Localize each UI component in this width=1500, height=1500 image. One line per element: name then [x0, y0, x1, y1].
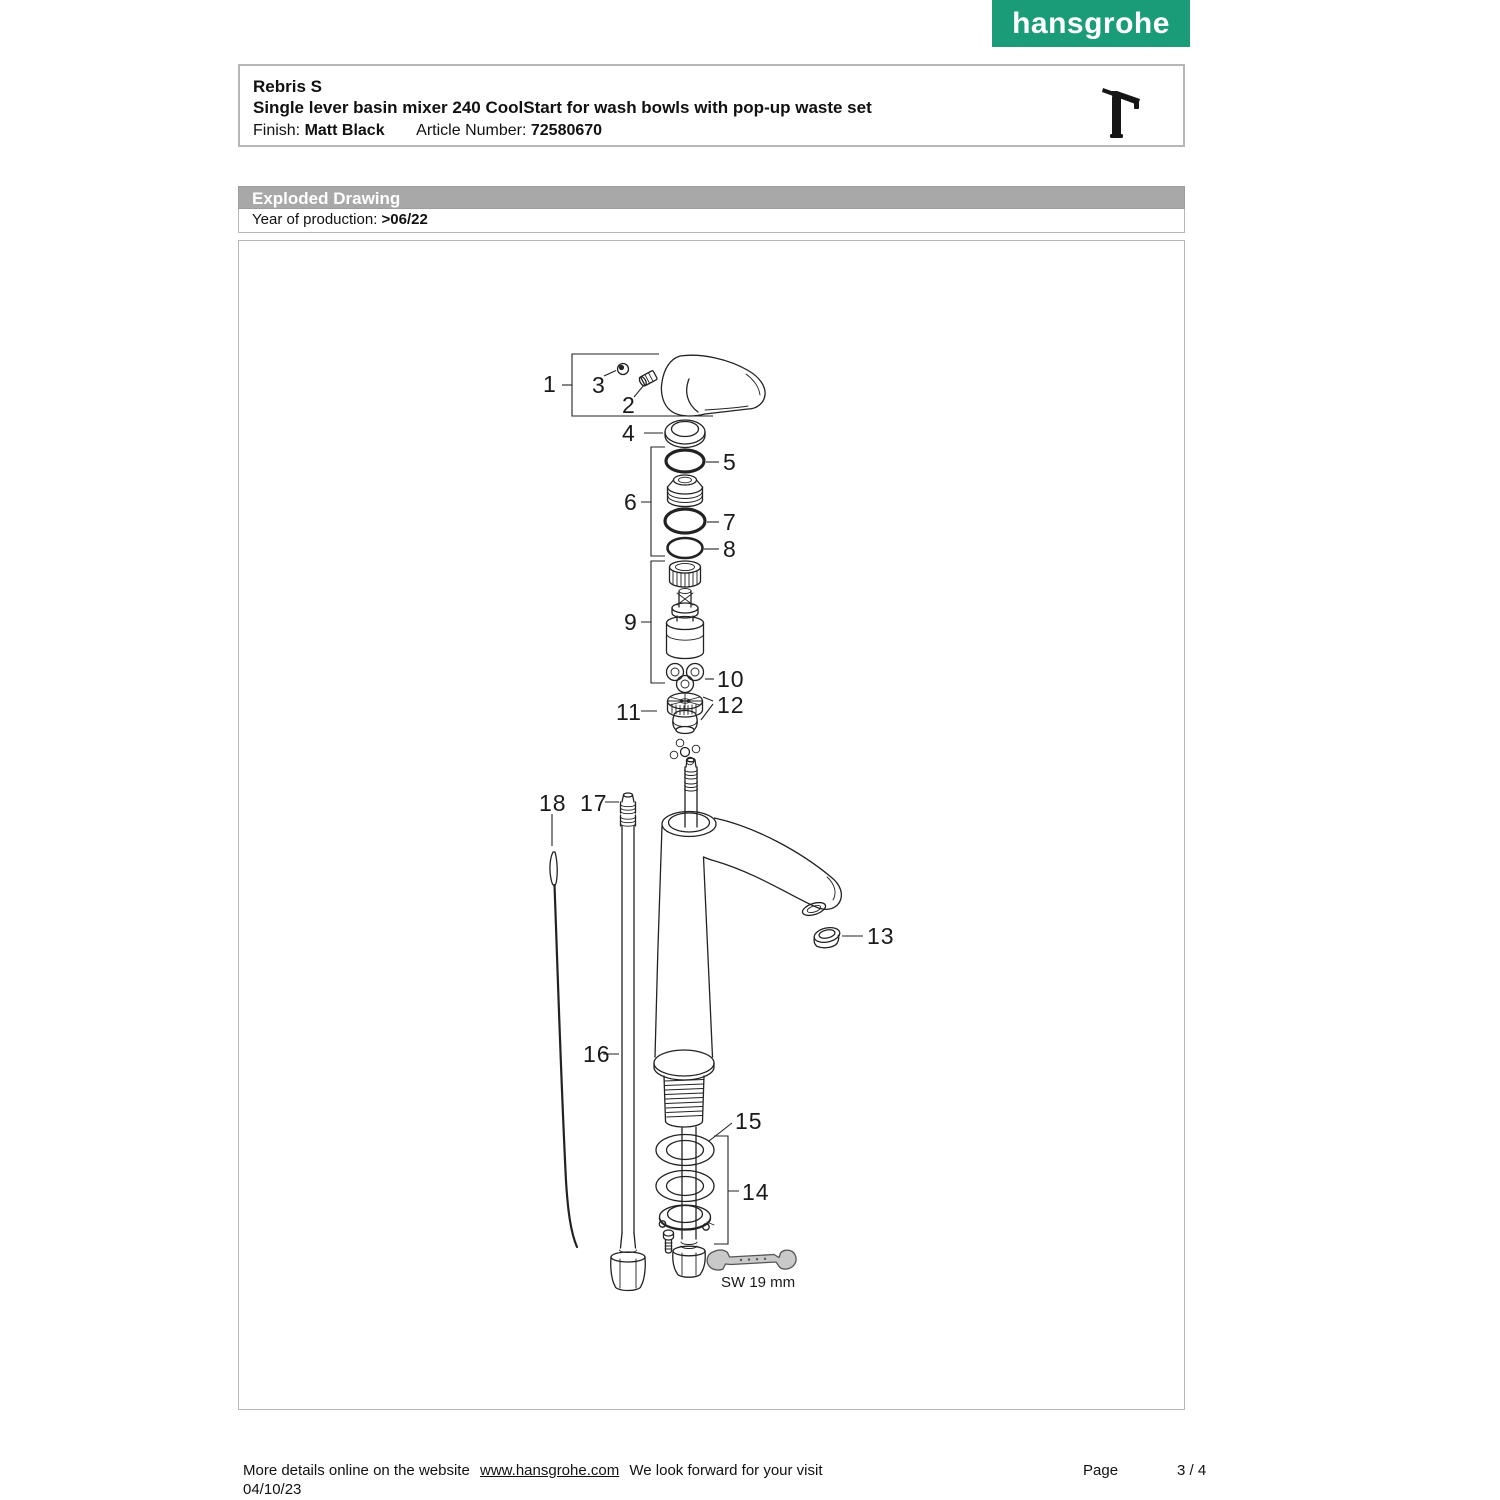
- part-15-washer: [656, 1123, 732, 1166]
- part-label-10: 10: [717, 666, 745, 692]
- part-label-7: 7: [723, 509, 737, 535]
- part-knurled-nut: [670, 561, 701, 587]
- year-label: Year of production:: [252, 211, 378, 228]
- part-dome-cap: [668, 475, 703, 507]
- part-label-9: 9: [624, 609, 638, 635]
- product-header-box: [238, 64, 1185, 147]
- product-meta: [253, 119, 1183, 142]
- part-7-o-ring: [665, 509, 719, 533]
- part-3-plug: [604, 364, 629, 377]
- part-connector-pipe: [685, 758, 698, 827]
- article-value: 72580670: [530, 122, 603, 139]
- exploded-drawing-box: [238, 240, 1185, 1410]
- part-11-12-flow-regulator: [641, 693, 713, 734]
- part-mounting-flange: [659, 1205, 714, 1230]
- part-10-gasket: [667, 664, 715, 693]
- product-series: Rebris S: [253, 77, 322, 96]
- wrench-icon: [707, 1250, 796, 1291]
- group-6-bracket: [641, 447, 665, 556]
- part-5-o-ring: [666, 450, 719, 472]
- part-label-15: 15: [735, 1108, 763, 1134]
- part-label-12: 12: [717, 692, 745, 718]
- part-4-ring: [644, 420, 705, 448]
- section-title: Exploded Drawing: [252, 189, 401, 208]
- part-label-6: 6: [624, 489, 638, 515]
- group-1-bracket: [562, 354, 713, 416]
- exploded-drawing: [239, 241, 1183, 1408]
- part-label-11: 11: [616, 699, 642, 725]
- part-label-13: 13: [867, 923, 895, 949]
- group-14-bracket: [714, 1136, 739, 1244]
- year-of-production-row: [238, 209, 1185, 233]
- footer-visit-text: We look forward for your visit: [629, 1462, 823, 1479]
- footer-more-details: More details online on the website: [243, 1462, 470, 1479]
- part-17-hose: [611, 793, 646, 1291]
- part-label-5: 5: [723, 449, 737, 475]
- finish-value: Matt Black: [304, 122, 385, 139]
- footer-website-link[interactable]: www.hansgrohe.com: [479, 1462, 620, 1479]
- part-label-14: 14: [742, 1179, 770, 1205]
- hansgrohe-logo: [992, 0, 1190, 47]
- part-label-18: 18: [539, 790, 567, 816]
- part-label-4: 4: [622, 420, 636, 446]
- part-label-1: 1: [543, 371, 557, 397]
- part-8-o-ring: [668, 538, 720, 558]
- product-description: Single lever basin mixer 240 CoolStart for wash bowls with pop-up waste set: [253, 98, 872, 117]
- wrench-size-label: SW 19 mm: [721, 1274, 796, 1291]
- logo-text: hansgrohe: [1012, 6, 1170, 40]
- leader-lines: [552, 802, 863, 1054]
- part-2-set-screw: [634, 370, 658, 397]
- year-value: >06/22: [381, 211, 428, 228]
- page-number: 3 / 4: [1177, 1462, 1207, 1479]
- faucet-thumbnail-icon: [1088, 82, 1148, 144]
- part-14-washer: [656, 1171, 714, 1202]
- part-fixing-bolt: [664, 1230, 674, 1253]
- part-label-16: 16: [583, 1041, 611, 1067]
- part-18-pop-up-rod: [550, 852, 577, 1247]
- part-label-2: 2: [622, 392, 636, 418]
- page-label: Page: [1083, 1462, 1119, 1479]
- part-cartridge: [667, 589, 704, 659]
- section-title-bar: [238, 186, 1185, 209]
- group-9-bracket: [641, 561, 665, 683]
- article-label: Article Number:: [416, 122, 527, 139]
- part-label-8: 8: [723, 536, 737, 562]
- finish-label: Finish:: [253, 122, 301, 139]
- part-label-17: 17: [580, 790, 608, 816]
- part-handle-lever: [661, 355, 765, 416]
- part-label-3: 3: [592, 372, 606, 398]
- part-13-aerator: [813, 925, 863, 947]
- footer-date: 04/10/23: [243, 1481, 302, 1498]
- part-faucet-body: [654, 812, 841, 1081]
